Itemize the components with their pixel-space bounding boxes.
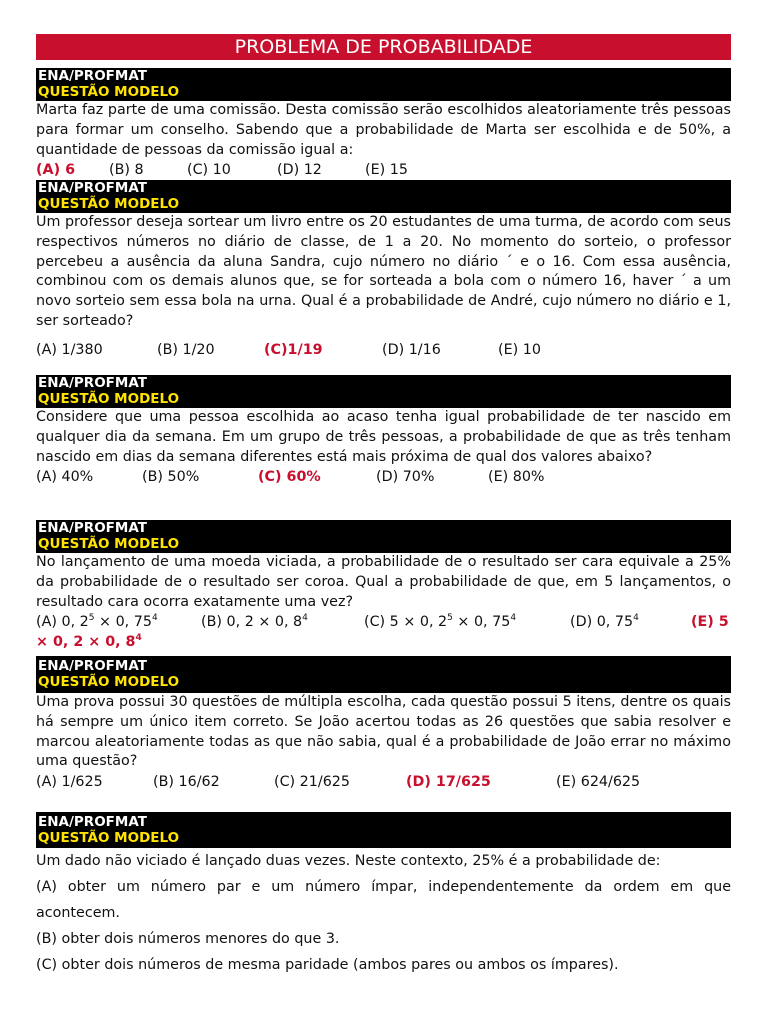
question-3 [36,375,731,487]
option-c: (C) 21/625 [274,774,350,791]
model-label: QUESTÃO MODELO [38,196,180,212]
model-label: QUESTÃO MODELO [38,674,180,690]
item-c: (C) obter dois números de mesma paridade (ambos pares ou ambos os ímpares). [36,957,619,973]
option-e-continued: × 0, 2 × 0, $8^4$ [36,633,142,651]
question-1 [36,68,731,180]
option-e: (E) 5 [691,614,729,631]
item-a: (A) obter um número par e um número ímpar, independentemente da ordem em que acontecem. [36,879,731,921]
options-row [36,467,731,487]
source-label: ENA/PROFMAT [38,68,147,84]
option-e: (E) 10 [498,341,541,358]
option-d: (D) 17/625 [406,774,491,791]
option-b: (B) 50% [142,469,200,486]
option-e: (E) 15 [365,162,408,179]
option-c: (C) 10 [187,162,231,179]
option-e: (E) 624/625 [556,774,641,791]
question-header [36,812,731,848]
option-c: (C)1/19 [264,341,323,358]
question-header [36,656,731,693]
question-text: Marta faz parte de uma comissão. Desta comissão serão escolhidos aleatoriamente três pessoas para formar um conselho. Sabendo que a probabilidade de Marta ser escolhida e de 50%, a quantidade de pessoas da comissão igual a: [36,102,731,158]
page-title: PROBLEMA DE PROBABILIDADE [36,34,731,60]
source-label: ENA/PROFMAT [38,520,147,536]
option-b: (B) 1/20 [157,341,215,358]
source-label: ENA/PROFMAT [38,814,147,830]
question-6 [36,812,731,978]
question-2 [36,180,731,360]
question-5 [36,656,731,792]
options-row [36,612,731,632]
option-a: (A) 40% [36,469,94,486]
option-a: (A) 0, $2^5 \times 0$, $75^4$ [36,613,158,631]
question-text: Um professor deseja sortear um livro entre os 20 estudantes de uma turma, de acordo com seus respectivos números no diário de classe, de 1 a 20. No momento do sorteio, o professor percebeu a ausência da aluna Sandra, cujo número no diário ´ e o 16. Com essa ausência, combinou com os demais alunos que, se for sorteada a bola com o número 16, haver ´ a um novo sorteio sem essa bola na urna. Qual é a probabilidade de André, cujo número no diário e 1, ser sorteado? [36,214,731,329]
option-c: (C) 60% [258,469,321,486]
question-header [36,520,731,553]
model-label: QUESTÃO MODELO [38,536,180,552]
option-e: (E) 80% [488,469,545,486]
options-row [36,772,731,792]
question-header [36,180,731,213]
question-text: No lançamento de uma moeda viciada, a probabilidade de o resultado ser cara equivale a 25% da probabilidade de o resultado ser coroa. Qual a probabilidade de que, em 5 lançamentos, o resultado cara ocorra exatamente uma vez? [36,554,731,610]
option-a: (A) 6 [36,162,76,179]
option-c: (C) 5 × 0, $2^5 \times 0$, $75^4$ [364,613,517,631]
source-label: ENA/PROFMAT [38,180,147,196]
option-a: (A) 1/380 [36,341,103,358]
option-b: (B) 0, 2 × 0, $8^4$ [201,613,308,631]
model-label: QUESTÃO MODELO [38,391,180,407]
question-text: Um dado não viciado é lançado duas vezes. Neste contexto, 25% é a probabilidade de: [36,853,661,869]
source-label: ENA/PROFMAT [38,375,147,391]
source-label: ENA/PROFMAT [38,658,147,674]
option-b: (B) 16/62 [153,774,220,791]
option-d: (D) 0, $75^4$ [570,613,639,631]
option-d: (D) 70% [376,469,435,486]
option-a: (A) 1/625 [36,774,103,791]
question-4 [36,520,731,652]
options-row [36,340,731,360]
question-text: Uma prova possui 30 questões de múltipla escolha, cada questão possui 5 itens, dentre os quais há sempre um único item correto. Se João acertou todas as 26 questões que sabia resolver e marcou aleatoriamente todas as que não sabia, qual é a probabilidade de João errar no máximo uma questão? [36,694,731,770]
option-d: (D) 1/16 [382,341,441,358]
option-d: (D) 12 [277,162,322,179]
question-text: Considere que uma pessoa escolhida ao acaso tenha igual probabilidade de ter nascido em qualquer dia da semana. Em um grupo de três pessoas, a probabilidade de que as três tenham nascido em dias da semana diferentes está mais próxima de qual dos valores abaixo? [36,409,731,465]
model-label: QUESTÃO MODELO [38,830,180,846]
options-row [36,160,731,180]
question-header [36,68,731,101]
model-label: QUESTÃO MODELO [38,84,180,100]
option-b: (B) 8 [109,162,144,179]
item-b: (B) obter dois números menores do que 3. [36,931,340,947]
question-header [36,375,731,408]
